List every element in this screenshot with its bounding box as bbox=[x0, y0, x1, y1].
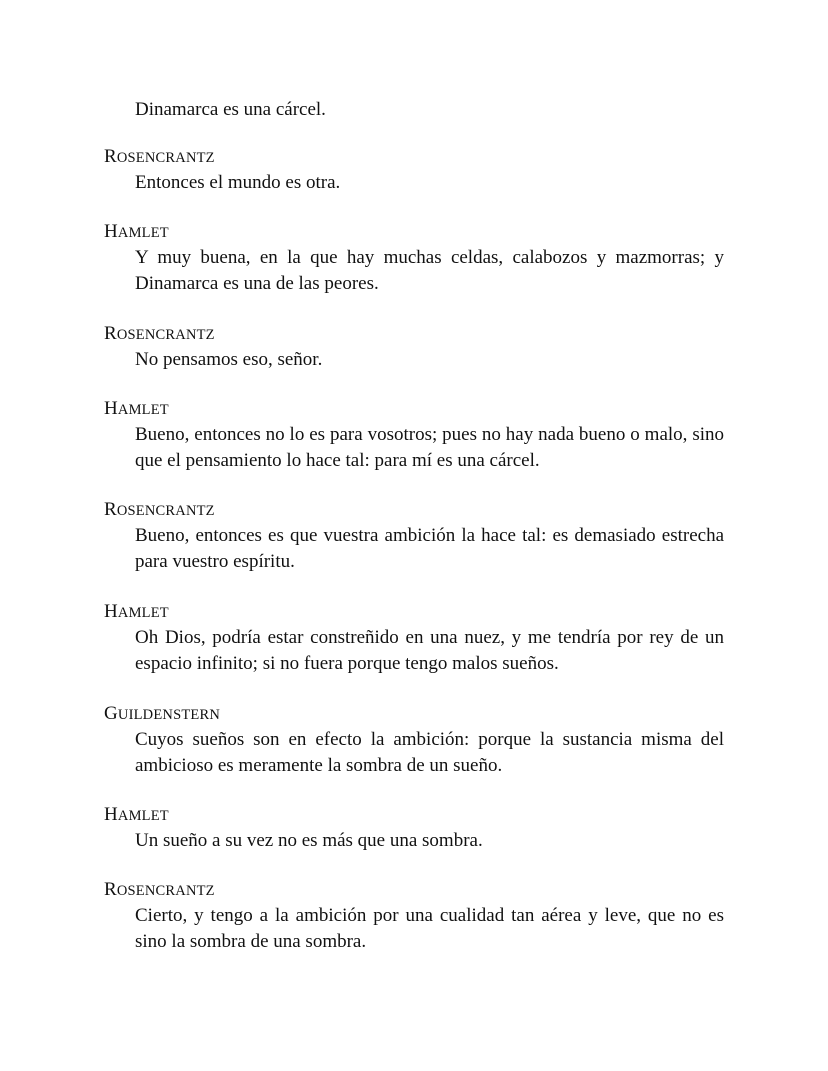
dialogue-line: Cierto, y tengo a la ambición por una cualidad tan aérea y leve, que no es sino la sombra de una sombra. bbox=[135, 905, 724, 952]
dialogue-line: Oh Dios, podría estar constreñido en una nuez, y me tendría por rey de un espacio infinito; si no fuera porque tengo malos sueños. bbox=[135, 627, 724, 674]
dialogue-entry bbox=[104, 97, 724, 123]
dialogue-line: Entonces el mundo es otra. bbox=[135, 172, 341, 193]
speaker-initial: H bbox=[104, 804, 118, 825]
speaker-initial: R bbox=[104, 146, 117, 167]
speaker-rest: AMLET bbox=[117, 225, 169, 241]
speaker-initial: H bbox=[104, 601, 118, 622]
dialogue-line: Y muy buena, en la que hay muchas celdas, calabozos y mazmorras; y Dinamarca es una de las peores. bbox=[135, 247, 724, 294]
speaker-rest: OSENCRANTZ bbox=[116, 883, 215, 899]
dialogue-entry bbox=[104, 501, 724, 575]
dialogue-entry bbox=[104, 148, 724, 196]
speaker-rest: OSENCRANTZ bbox=[116, 327, 215, 343]
dialogue-line: Cuyos sueños son en efecto la ambición: porque la sustancia misma del ambicioso es meramente la sombra de un sueño. bbox=[135, 729, 724, 776]
speaker-name bbox=[104, 223, 724, 241]
speaker-initial: R bbox=[104, 323, 117, 344]
dialogue-entry bbox=[104, 806, 724, 854]
dialogue-entry bbox=[104, 881, 724, 955]
dialogue-line: Bueno, entonces es que vuestra ambición la hace tal: es demasiado estrecha para vuestro espíritu. bbox=[135, 525, 724, 572]
dialogue-line: Un sueño a su vez no es más que una sombra. bbox=[135, 830, 483, 851]
speaker-initial: G bbox=[104, 703, 118, 724]
speaker-name bbox=[104, 501, 724, 519]
dialogue-line: Bueno, entonces no lo es para vosotros; pues no hay nada bueno o malo, sino que el pensamiento lo hace tal: para mí es una cárcel. bbox=[135, 424, 724, 471]
dialogue-entry bbox=[104, 705, 724, 779]
speaker-rest: OSENCRANTZ bbox=[116, 150, 215, 166]
speaker-initial: R bbox=[104, 499, 117, 520]
speaker-name bbox=[104, 603, 724, 621]
speaker-name bbox=[104, 400, 724, 418]
dialogue-entry bbox=[104, 400, 724, 474]
speaker-name bbox=[104, 325, 724, 343]
speaker-name bbox=[104, 806, 724, 824]
dialogue-line: Dinamarca es una cárcel. bbox=[135, 99, 326, 120]
speaker-rest: AMLET bbox=[117, 808, 169, 824]
dialogue-entry bbox=[104, 603, 724, 677]
speaker-name bbox=[104, 148, 724, 166]
speaker-initial: H bbox=[104, 221, 118, 242]
speaker-name bbox=[104, 705, 724, 723]
dialogue-entry bbox=[104, 223, 724, 297]
speaker-rest: AMLET bbox=[117, 402, 169, 418]
speaker-name bbox=[104, 881, 724, 899]
speaker-rest: OSENCRANTZ bbox=[116, 503, 215, 519]
speaker-rest: UILDENSTERN bbox=[117, 707, 221, 723]
dialogue-entry bbox=[104, 325, 724, 373]
speaker-initial: R bbox=[104, 879, 117, 900]
dialogue-line: No pensamos eso, señor. bbox=[135, 349, 323, 370]
speaker-rest: AMLET bbox=[117, 605, 169, 621]
speaker-initial: H bbox=[104, 398, 118, 419]
